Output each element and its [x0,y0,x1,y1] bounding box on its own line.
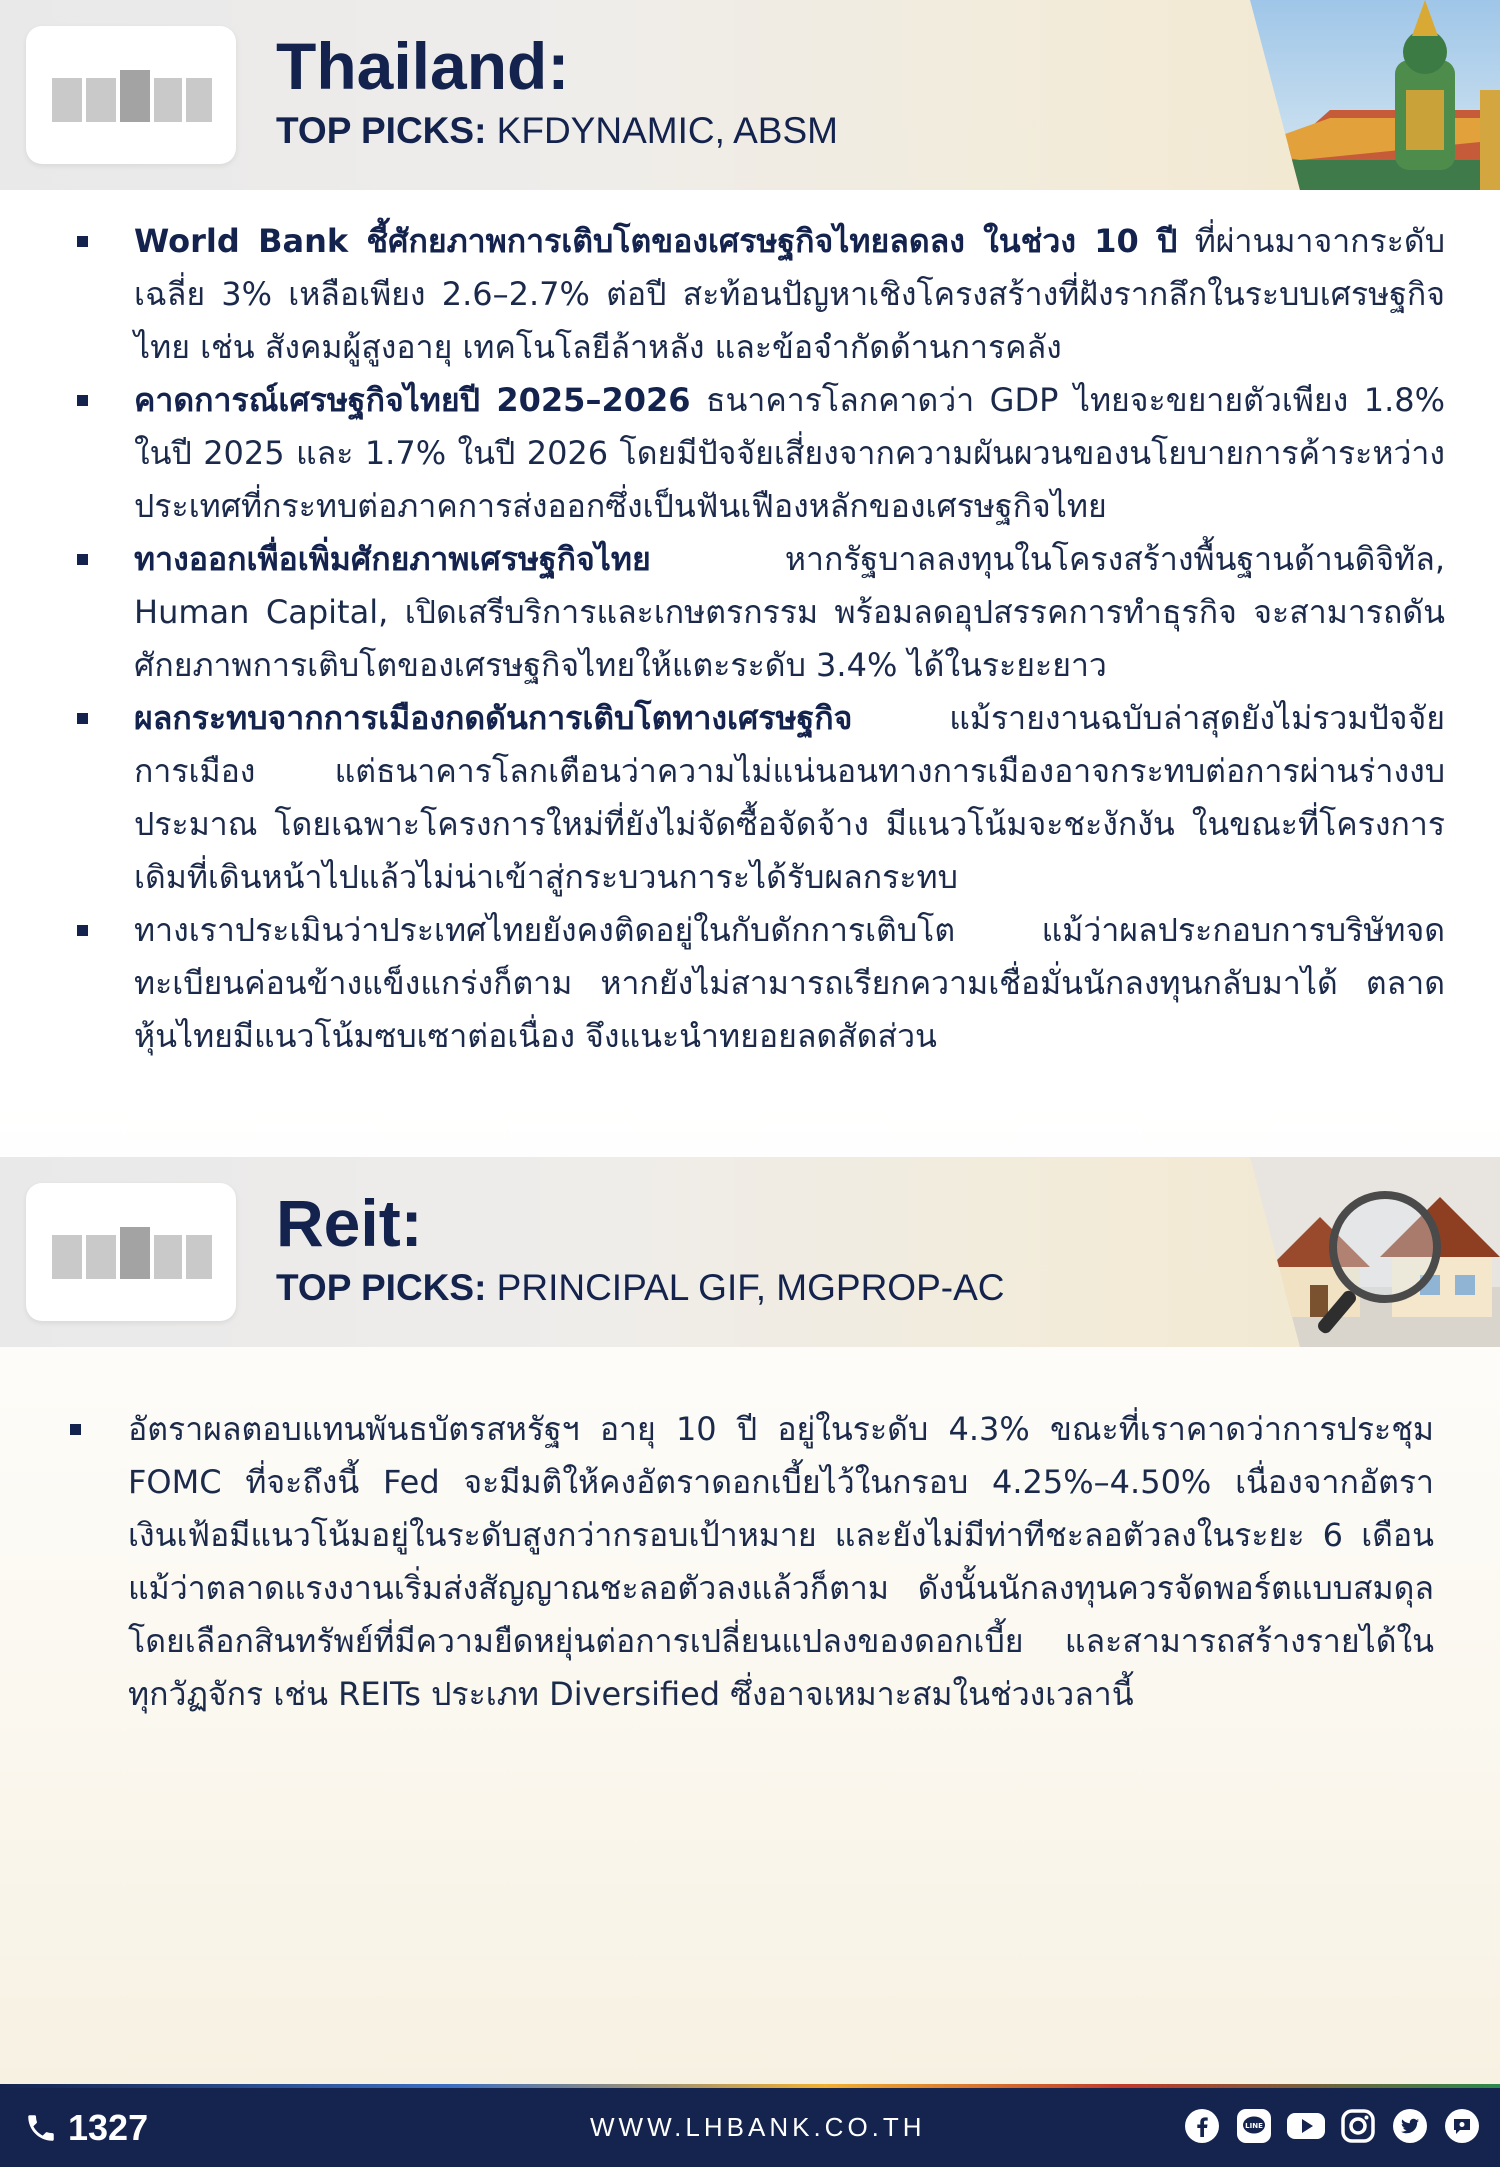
chat-icon[interactable] [1442,2106,1482,2146]
top-picks-thailand [276,110,838,152]
list-item [0,692,1500,904]
bullet-text [134,904,1445,1063]
bullet-body-text: อัตราผลตอบแทนพันธบัตรสหรัฐฯ อายุ 10 ปี อยู่ในระดับ 4.3% ขณะที่เราคาดว่าการประชุม FOMC ที่จะถึงนี้ Fed จะมีมติให้คงอัตราดอกเบี้ยไว้ในกรอบ 4.25%–4.50% เนื่องจากอัตราเงินเฟ้อมีแนวโน้มอยู่ในระดับสูงกว่ากรอบเป้าหมาย และยังไม่มีท่าทีชะลอตัวลงในระยะ 6 เดือน แม้ว่าตลาดแรงงานเริ่มส่งสัญญาณชะลอตัวลงแล้วก็ตาม ดังนั้นนักลงทุนควรจัดพอร์ตแบบสมดุล โดยเลือกสินทรัพย์ที่มีความยืดหยุ่นต่อการเปลี่ยนแปลงของดอกเบี้ย และสามารถสร้างรายได้ในทุกวัฏจักร เช่น REITs ประเภท Diversified ซึ่งอาจเหมาะสมในช่วงเวลานี้ [128,1410,1434,1713]
bullet-text [134,533,1445,692]
list-item [0,374,1500,533]
list-item [0,533,1500,692]
bullet-body-text: ทางเราประเมินว่าประเทศไทยยังคงติดอยู่ในกับดักการเติบโต แม้ว่าผลประกอบการบริษัทจดทะเบียนค่อนข้างแข็งแกร่งก็ตาม หากยังไม่สามารถเรียกความเชื่อมั่นนักลงทุนกลับมาได้ ตลาดหุ้นไทยมีแนวโน้มซบเซาต่อเนื่อง จึงแนะนำทยอยลดสัดส่วน [134,911,1445,1055]
line-icon[interactable] [1234,2106,1274,2146]
thailand-bullet-list [0,215,1500,1063]
bullet-body-text: แม้รายงานฉบับล่าสุดยังไม่รวมปัจจัยการเมือง แต่ธนาคารโลกเตือนว่าความไม่แน่นอนทางการเมืองอาจกระทบต่อการผ่านร่างงบประมาณ โดยเฉพาะโครงการใหม่ที่ยังไม่จัดซื้อจัดจ้าง มีแนวโน้มจะชะงักงัน ในขณะที่โครงการเดิมที่เดินหน้าไปแล้วไม่น่าเข้าสู่กระบวนการะได้รับผลกระทบ [134,699,1445,896]
bullet-bold-text: ผลกระทบจากการเมืองกดดันการเติบโตทางเศรษฐกิจ [134,699,853,737]
section-title-thailand: Thailand: [276,29,570,103]
bullet-marker [77,395,88,406]
bank-logo-box [26,26,236,164]
bullet-marker [77,925,88,936]
top-picks-value: PRINCIPAL GIF, MGPROP-AC [486,1267,1005,1308]
footer [0,2088,1500,2167]
bullet-text [134,215,1445,374]
house-magnifier-image [1180,1157,1500,1347]
list-item [0,904,1500,1063]
section-title-reit: Reit: [276,1186,423,1260]
bullet-body-text: ธนาคารโลกคาดว่า GDP ไทยจะขยายตัวเพียง 1.8% ในปี 2025 และ 1.7% ในปี 2026 โดยมีปัจจัยเสี่ยงจากความผันผวนของนโยบายการค้าระหว่างประเทศที่กระทบต่อภาคการส่งออกซึ่งเป็นฟันเฟืองหลักของเศรษฐกิจไทย [134,381,1446,525]
thai-temple-image [1180,0,1500,190]
bullet-bold-text: คาดการณ์เศรษฐกิจไทยปี 2025–2026 [134,381,691,419]
thailand-header [0,0,1500,190]
facebook-icon[interactable] [1182,2106,1222,2146]
bullet-marker [77,236,88,247]
reit-header [0,1157,1500,1347]
reit-bullet-list [0,1403,1500,1721]
bullet-text [128,1403,1434,1721]
bank-logo [52,1227,212,1279]
bullet-marker [77,713,88,724]
top-picks-label: TOP PICKS: [276,1267,487,1308]
list-item [0,1403,1500,1721]
top-picks-label: TOP PICKS: [276,110,487,151]
bullet-marker [77,554,88,565]
instagram-icon[interactable] [1338,2106,1378,2146]
list-item [0,215,1500,374]
top-picks-value: KFDYNAMIC, ABSM [486,110,838,151]
phone-contact[interactable] [24,2104,148,2152]
youtube-icon[interactable] [1286,2106,1326,2146]
bullet-text [134,374,1445,533]
bank-logo [52,70,212,122]
bank-logo-box [26,1183,236,1321]
bullet-marker [70,1424,81,1435]
bullet-bold-text: ทางออกเพื่อเพิ่มศักยภาพเศรษฐกิจไทย [134,540,651,578]
bullet-bold-text: World Bank ชี้ศักยภาพการเติบโตของเศรษฐกิจไทยลดลง ในช่วง 10 ปี [134,222,1178,260]
svg-text:LINE: LINE [1245,2122,1263,2130]
phone-number: 1327 [68,2107,149,2148]
bullet-body-text: ที่ผ่านมาจากระดับเฉลี่ย 3% เหลือเพียง 2.6–2.7% ต่อปี สะท้อนปัญหาเชิงโครงสร้างที่ฝังรากลึกในระบบเศรษฐกิจไทย เช่น สังคมผู้สูงอายุ เทคโนโลยีล้าหลัง และข้อจำกัดด้านการคลัง [134,222,1446,366]
bullet-body-text: หากรัฐบาลลงทุนในโครงสร้างพื้นฐานด้านดิจิทัล, Human Capital, เปิดเสรีบริการและเกษตรกรรม พร้อมลดอุปสรรคการทำธุรกิจ จะสามารถดันศักยภาพการเติบโตของเศรษฐกิจไทยให้แตะระดับ 3.4% ได้ในระยะยาว [134,540,1445,684]
bullet-text [134,692,1445,904]
top-picks-reit [276,1267,1004,1309]
phone-icon [24,2111,58,2145]
twitter-icon[interactable] [1390,2106,1430,2146]
website-link[interactable]: WWW.LHBANK.CO.TH [590,2112,926,2142]
social-icons [1182,2106,1482,2146]
